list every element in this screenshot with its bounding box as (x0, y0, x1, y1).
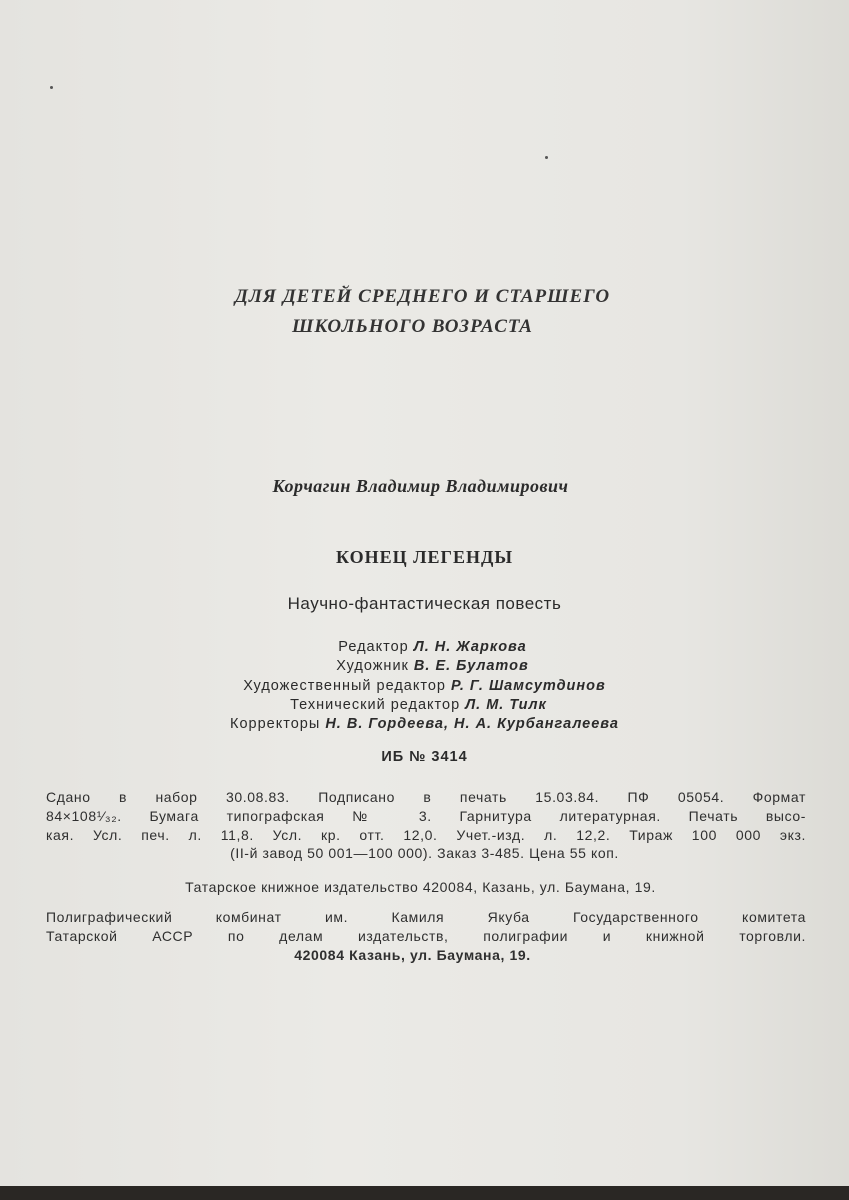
credit-artist: Художник В. Е. Булатов (336, 658, 529, 674)
book-subtitle: Научно-фантастическая повесть (287, 594, 562, 613)
audience-line-1: ДЛЯ ДЕТЕЙ СРЕДНЕГО И СТАРШЕГО (234, 286, 611, 307)
printer-line-2: Татарской АССР по делам издательств, полиграфии и книжной торговли. (46, 928, 806, 944)
audience-line-2: ШКОЛЬНОГО ВОЗРАСТА (292, 316, 533, 337)
ib-number: ИБ № 3414 (381, 749, 468, 765)
paper-speck (545, 156, 548, 159)
printer-line-1: Полиграфический комбинат им. Камиля Якуба Государственного комитета (46, 909, 806, 925)
printer-line-3: 420084 Казань, ул. Баумана, 19. (294, 947, 531, 963)
imprint-line-3: кая. Усл. печ. л. 11,8. Усл. кр. отт. 12,0. Учет.-изд. л. 12,2. Тираж 100 000 экз. (46, 827, 806, 843)
credit-art-editor: Художественный редактор Р. Г. Шамсутдинов (243, 678, 606, 694)
credit-editor: Редактор Л. Н. Жаркова (338, 639, 527, 655)
imprint-line-1: Сдано в набор 30.08.83. Подписано в печать 15.03.84. ПФ 05054. Формат (46, 789, 806, 805)
credit-tech-editor: Технический редактор Л. М. Тилк (290, 697, 547, 713)
paper-speck (50, 86, 53, 89)
publisher-address: Татарское книжное издательство 420084, Казань, ул. Баумана, 19. (185, 879, 656, 895)
author-name: Корчагин Владимир Владимирович (272, 476, 569, 496)
credit-proofreaders: Корректоры Н. В. Гордеева, Н. А. Курбангалеева (230, 716, 619, 732)
book-title: КОНЕЦ ЛЕГЕНДЫ (335, 547, 514, 567)
page-edge-shadow (0, 1186, 849, 1200)
imprint-line-2: 84×108¹⁄₃₂. Бумага типографская № 3. Гарнитура литературная. Печать высо- (46, 808, 806, 824)
imprint-line-4: (II-й завод 50 001—100 000). Заказ 3-485. Цена 55 коп. (230, 845, 619, 861)
